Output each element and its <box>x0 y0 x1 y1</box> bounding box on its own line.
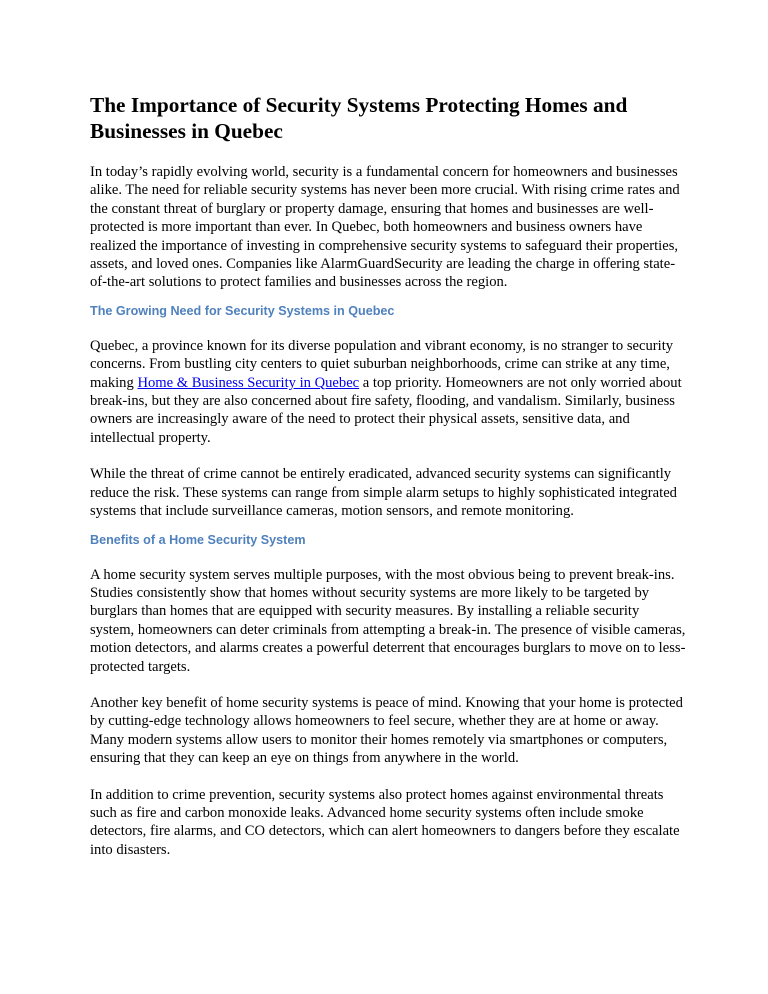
growing-need-paragraph-1 <box>90 337 686 447</box>
document-page <box>90 92 686 877</box>
home-benefits-paragraph-2: Another key benefit of home security systems is peace of mind. Knowing that your home is protected by cutting-edge technology allows homeowners to feel secure, whether they are at home or away. Many modern systems allow users to monitor their homes remotely via smartphones or computers, ensuring that they can keep an eye on things from anywhere in the world. <box>90 694 683 767</box>
growing-need-text-after-link: a top priority. Homeowners are not only worried about break-ins, but they are also concerned about fire safety, flooding, and vandalism. Similarly, business owners are increasingly aware of the need to protect their physical assets, sensitive data, and intellectual property. <box>90 374 682 446</box>
growing-need-text-before-link: Quebec, a province known for its diverse population and vibrant economy, is no stranger to security concerns. From bustling city centers to quiet suburban neighborhoods, crime can strike at any time, making <box>90 337 674 391</box>
home-benefits-paragraph-1: A home security system serves multiple purposes, with the most obvious being to prevent break-ins. Studies consistently show that homes without security systems are more likely to be targeted by burglars than homes that are equipped with security measures. By installing a reliable security system, homeowners can deter criminals from attempting a break-in. The presence of visible cameras, motion detectors, and alarms creates a powerful deterrent that encourages burglars to move on to less-protected targets. <box>90 566 686 675</box>
section-heading-growing-need: The Growing Need for Security Systems in Quebec <box>90 303 395 318</box>
intro-paragraph: In today’s rapidly evolving world, security is a fundamental concern for homeowners and businesses alike. The need for reliable security systems has never been more crucial. With rising crime rates and the constant threat of burglary or property damage, ensuring that homes and businesses are well-protected is more important than ever. In Quebec, both homeowners and business owners have realized the importance of investing in comprehensive security systems to safeguard their properties, assets, and loved ones. Companies like AlarmGuardSecurity are leading the charge in offering state-of-the-art solutions to protect families and businesses across the region. <box>90 164 680 291</box>
section-heading-home-benefits: Benefits of a Home Security System <box>90 532 306 547</box>
home-benefits-paragraph-3: In addition to crime prevention, security systems also protect homes against environmental threats such as fire and carbon monoxide leaks. Advanced home security systems often include smoke detectors, fire alarms, and CO detectors, which can alert homeowners to dangers before they escalate into disasters. <box>90 786 680 858</box>
page-title: The Importance of Security Systems Protecting Homes and Businesses in Quebec <box>90 93 628 143</box>
growing-need-paragraph-2: While the threat of crime cannot be entirely eradicated, advanced security systems can significantly reduce the risk. These systems can range from simple alarm setups to highly sophisticated integrated systems that include surveillance cameras, motion sensors, and remote monitoring. <box>90 466 677 520</box>
home-business-security-link[interactable]: Home & Business Security in Quebec <box>137 374 360 391</box>
